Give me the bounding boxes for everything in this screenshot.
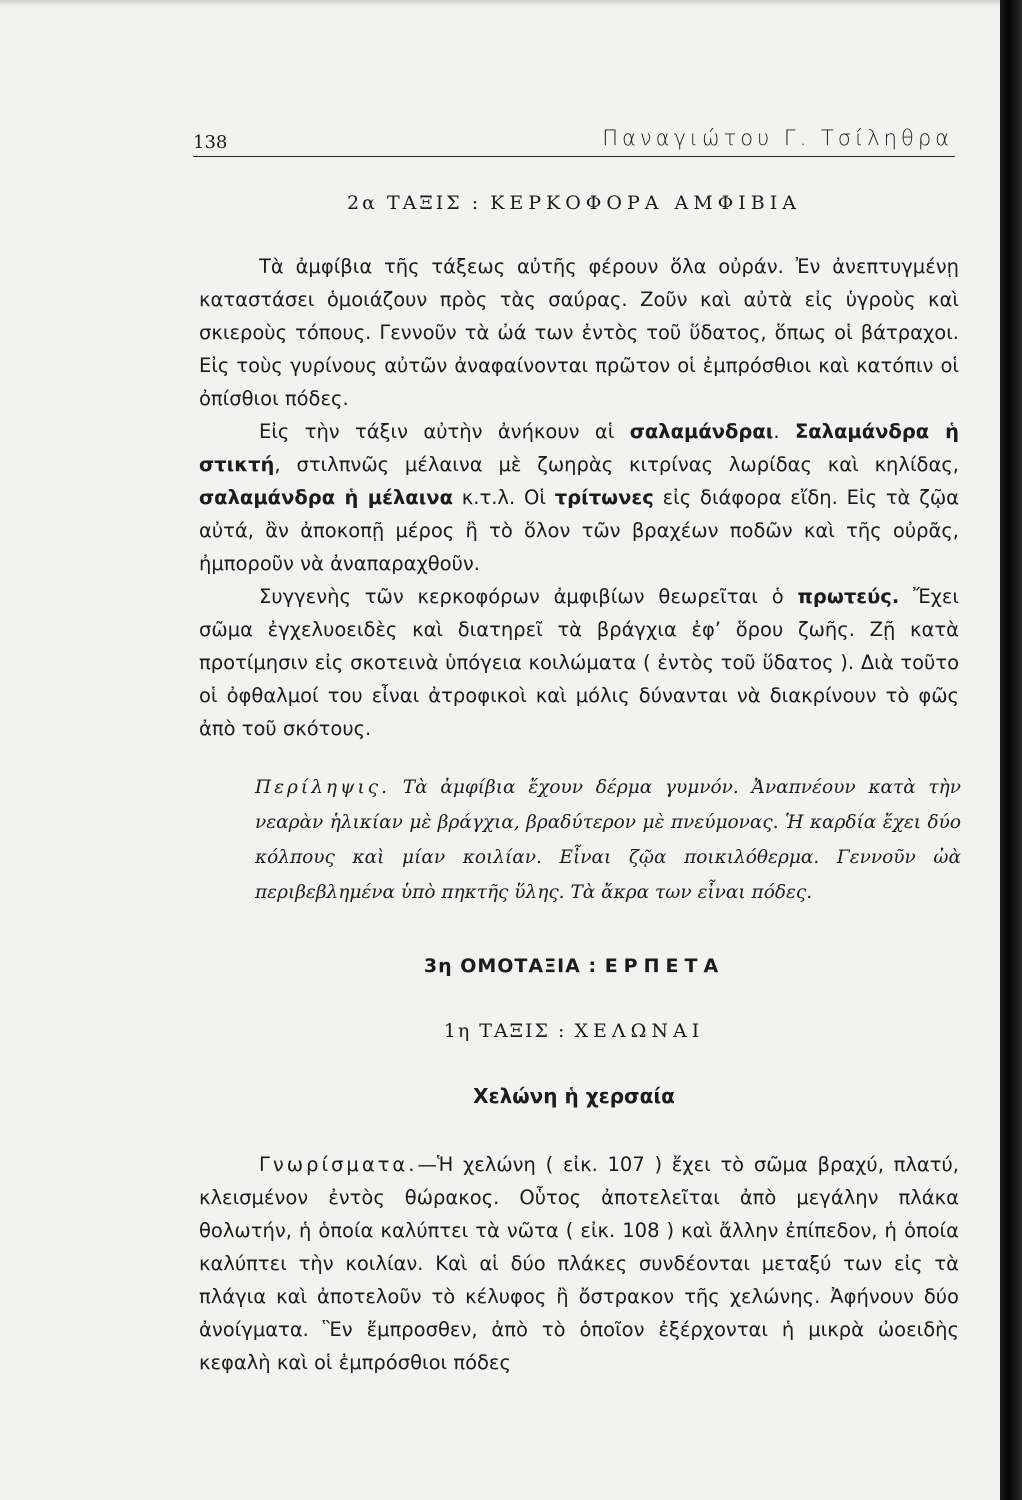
body-text-block-2 — [199, 1148, 959, 1379]
text-run: κ.τ.λ. Οἱ — [453, 486, 555, 509]
paragraph — [199, 580, 959, 745]
section-heading-omotaxia-3 — [193, 955, 955, 977]
page-top-edge — [0, 0, 1000, 6]
summary-lead: Περίληψις. — [255, 777, 391, 798]
bold-term: τρίτωνες — [554, 486, 654, 509]
section-heading-taxis-1 — [193, 1020, 955, 1042]
bold-term: Σαλαμάνδρα ἡ στικτή — [199, 420, 959, 476]
text-run: —Ἡ χελώνη ( εἰκ. 107 ) ἔχει τὸ σῶμα βραχύ, πλατύ, κλεισμένον ἐντὸς θώρακος. Οὗτος ἀποτελεῖται ἀπὸ μεγάλην πλάκα θολωτήν, ἡ ὁποία καλύπτει τὰ νῶτα ( εἰκ. 108 ) καὶ ἄλλην ἐπίπεδον, ἡ ὁποία καλύπτει τὴν κοιλίαν. Καὶ αἱ δύο πλάκες συνδέονται μεταξύ των εἰς τὰ πλάγια καὶ ἀποτελοῦν τὸ κέλυφος ἢ ὄστρακον τῆς χελώνης. Ἀφήνουν δύο ἀνοίγματα. Ἓν ἔμπροσθεν, ἀπὸ τὸ ὁποῖον ἐξέρχονται ἡ μικρὰ ὠοειδὴς κεφαλὴ καὶ οἱ ἐμπρόσθιοι πόδες — [199, 1153, 959, 1374]
section-heading-chelone — [193, 1084, 955, 1108]
paragraph: Τὰ ἀμφίβια τῆς τάξεως αὐτῆς φέρουν ὅλα οὐράν. Ἐν ἀνεπτυγμένῃ καταστάσει ὁμοιάζουν πρὸς τὰς σαύρας. Ζοῦν καὶ αὐτὰ εἰς ὑγροὺς καὶ σκιεροὺς τόπους. Γεννοῦν τὰ ὠά των ἐντὸς τοῦ ὕδατος, ὅπως οἱ βάτραχοι. Εἰς τοὺς γυρίνους αὐτῶν ἀναφαίνονται πρῶτον οἱ ἐμπρόσθιοι καὶ κατόπιν οἱ ὀπίσθιοι πόδες. — [199, 255, 959, 410]
page-number: 138 — [193, 132, 228, 153]
page-header — [193, 126, 955, 157]
bold-term: σαλαμάνδρα ἡ μέλαινα — [199, 486, 453, 509]
heading-title: ΚΕΡΚΟΦΟΡΑ ΑΜΦΙΒΙΑ — [490, 192, 801, 214]
heading-prefix: 2α ΤΑΞΙΣ : — [347, 192, 482, 214]
running-head: Παναγιώτου Γ. Τσίληθρα — [602, 126, 953, 150]
bold-term: πρωτεύς. — [797, 585, 900, 608]
heading-title: ΕΡΠΕΤΑ — [604, 955, 725, 977]
section-heading-taxis-2 — [193, 192, 955, 214]
paragraph — [199, 1148, 959, 1379]
heading-title: Χελώνη ἡ χερσαία — [473, 1084, 675, 1108]
spaced-lead: Γνωρίσματα. — [259, 1153, 418, 1176]
heading-title: ΧΕΛΩΝΑΙ — [574, 1020, 705, 1042]
summary-text: Τὰ ἀμφίβια ἔχουν δέρμα γυμνόν. Ἀναπνέουν κατὰ τὴν νεαρὰν ἡλικίαν μὲ βράγχια, βραδύτερον μὲ πνεύμονας. Ἡ καρδία ἔχει δύο κόλπους καὶ μίαν κοιλίαν. Εἶναι ζῷα ποικιλόθερμα. Γεννοῦν ὠὰ περιβεβλημένα ὑπὸ πηκτῆς ὕλης. Τὰ ἄκρα των εἶναι πόδες. — [255, 777, 961, 903]
text-run: Συγγενὴς τῶν κερκοφόρων ἀμφιβίων θεωρεῖται ὁ — [259, 585, 798, 608]
heading-prefix: 3η ΟΜΟΤΑΞΙΑ : — [423, 955, 598, 977]
text-run: . — [773, 420, 795, 443]
heading-prefix: 1η ΤΑΞΙΣ : — [443, 1020, 567, 1042]
text-run: Εἰς τὴν τάξιν αὐτὴν ἀνήκουν αἱ — [259, 420, 630, 443]
page-binding-edge — [1000, 0, 1022, 1500]
text-run: εἰς διάφορα εἴδη. Εἰς τὰ ζῷα αὐτά, ἂν ἀποκοπῇ μέρος ἢ τὸ ὅλον τῶν βραχέων ποδῶν καὶ τῆς οὐρᾶς, ἠμποροῦν νὰ ἀναπαραχθοῦν. — [199, 486, 960, 575]
body-text-block-1 — [199, 250, 959, 745]
bold-term: σαλαμάνδραι — [629, 420, 774, 443]
paragraph — [199, 415, 959, 580]
summary-block — [255, 770, 961, 910]
text-run: , στιλπνῶς μέλαινα μὲ ζωηρὰς κιτρίνας λωρίδας καὶ κηλίδας, — [274, 453, 959, 476]
text-run: Ἔχει σῶμα ἐγχελυοειδὲς καὶ διατηρεῖ τὰ βράγχια ἐφ’ ὅρου ζωῆς. Ζῇ κατὰ προτίμησιν εἰς σκοτεινὰ ὑπόγεια κοιλώματα ( ἐντὸς τοῦ ὕδατος ). Διὰ τοῦτο οἱ ὀφθαλμοί του εἶναι ἀτροφικοὶ καὶ μόλις δύνανται νὰ διακρίνουν τὸ φῶς ἀπὸ τοῦ σκότους. — [199, 585, 959, 740]
